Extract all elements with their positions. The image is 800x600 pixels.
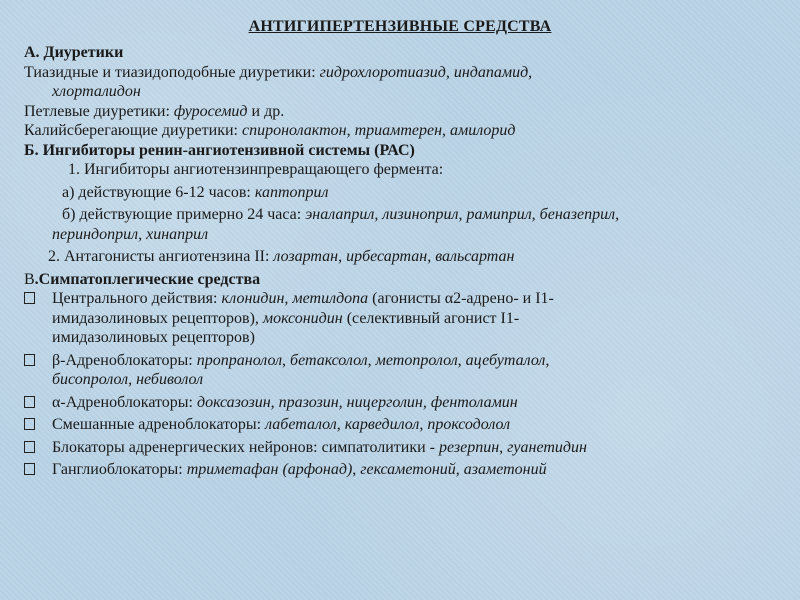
beta-drugs-cont: бисопролол, небиволол: [52, 371, 204, 388]
alpha-line: [24, 393, 784, 413]
central-note-2: (селективный агонист I1-: [342, 309, 520, 327]
central-line2-text: имидазолиновых рецепторов),: [52, 309, 263, 327]
thiazide-drugs-cont: хлорталидон: [52, 83, 141, 100]
thiazide-line: [24, 63, 784, 83]
ace-short-line: [24, 183, 784, 203]
arb-line: [24, 247, 784, 267]
central-line: [24, 289, 784, 309]
loop-label: Петлевые диуретики:: [24, 102, 174, 120]
section-a-heading: А. Диуретики: [24, 44, 124, 61]
ganglion-drugs: триметафан (арфонад), гексаметоний, азаметоний: [186, 461, 547, 478]
checkbox-bullet-icon: [24, 354, 35, 366]
ace-short-label: а) действующие 6-12 часов:: [62, 183, 255, 201]
section-c-letter: В: [24, 270, 35, 288]
ksparing-drugs: спиронолактон, триамтерен, амилорид: [241, 122, 516, 139]
checkbox-bullet-icon: [24, 292, 35, 304]
mixed-label: Смешанные адреноблокаторы:: [52, 416, 266, 433]
checkbox-bullet-icon: [24, 463, 35, 475]
mixed-line: [24, 415, 784, 435]
section-c-heading: [24, 270, 784, 290]
beta-line: [24, 351, 784, 371]
neuron-line: [24, 438, 784, 458]
loop-drugs: фуросемид: [173, 102, 248, 120]
beta-drugs: пропранолол, бетаксолол, метопролол, ацебуталол,: [196, 351, 550, 369]
central-line-3: имидазолиновых рецепторов): [52, 329, 255, 346]
alpha-label: α-Адреноблокаторы:: [52, 393, 197, 411]
checkbox-bullet-icon: [24, 396, 35, 408]
arb-drugs: лозартан, ирбесартан, вальсартан: [273, 248, 515, 265]
mixed-drugs: лабеталол, карведилол, проксодолол: [265, 416, 511, 433]
central-label: Центрального действия:: [52, 290, 222, 307]
beta-label: β-Адреноблокаторы:: [52, 351, 197, 369]
checkbox-bullet-icon: [24, 441, 35, 453]
neuron-drugs: резерпин, гуанетидин: [439, 438, 587, 456]
moxonidine: моксонидин: [262, 309, 343, 327]
ace-long-line: [24, 205, 784, 225]
section-c-title: .Симпатоплегические средства: [34, 270, 261, 288]
ace-long-label: б) действующие примерно 24 часа:: [62, 206, 306, 223]
loop-line: [24, 102, 784, 122]
ksparing-label: Калийсберегающие диуретики:: [24, 122, 242, 139]
slide-title: АНТИГИПЕРТЕНЗИВНЫЕ СРЕДСТВА: [248, 18, 552, 35]
ace-long-drugs: эналаприл, лизиноприл, рамиприл, беназеприл,: [305, 206, 620, 223]
loop-tail: и др.: [247, 102, 285, 120]
slide-content: [24, 43, 784, 480]
arb-label: 2. Антагонисты ангиотензина II:: [48, 248, 274, 265]
checkbox-bullet-icon: [24, 418, 35, 430]
neuron-label: Блокаторы адренергических нейронов: симпатолитики -: [52, 438, 439, 456]
central-line-2: [24, 309, 784, 329]
ganglion-line: [24, 460, 784, 480]
thiazide-drugs: гидрохлоротиазид, индапамид,: [319, 63, 533, 81]
ace-short-drugs: каптоприл: [254, 183, 329, 201]
ksparing-line: [24, 121, 784, 141]
ace-heading: 1. Ингибиторы ангиотензинпревращающего фермента:: [68, 161, 444, 178]
ace-long-drugs-cont: периндоприл, хинаприл: [52, 225, 209, 243]
thiazide-label: Тиазидные и тиазидоподобные диуретики:: [24, 63, 320, 81]
central-drugs: клонидин, метилдопа: [221, 290, 369, 307]
alpha-drugs: доксазозин, празозин, ницерголин, фентоламин: [197, 393, 518, 411]
central-note: (агонисты α2-адрено- и I1-: [368, 290, 554, 307]
ganglion-label: Ганглиоблокаторы:: [52, 461, 187, 478]
section-b-heading: Б. Ингибиторы ренин-ангиотензивной системы (РАС): [24, 141, 415, 159]
